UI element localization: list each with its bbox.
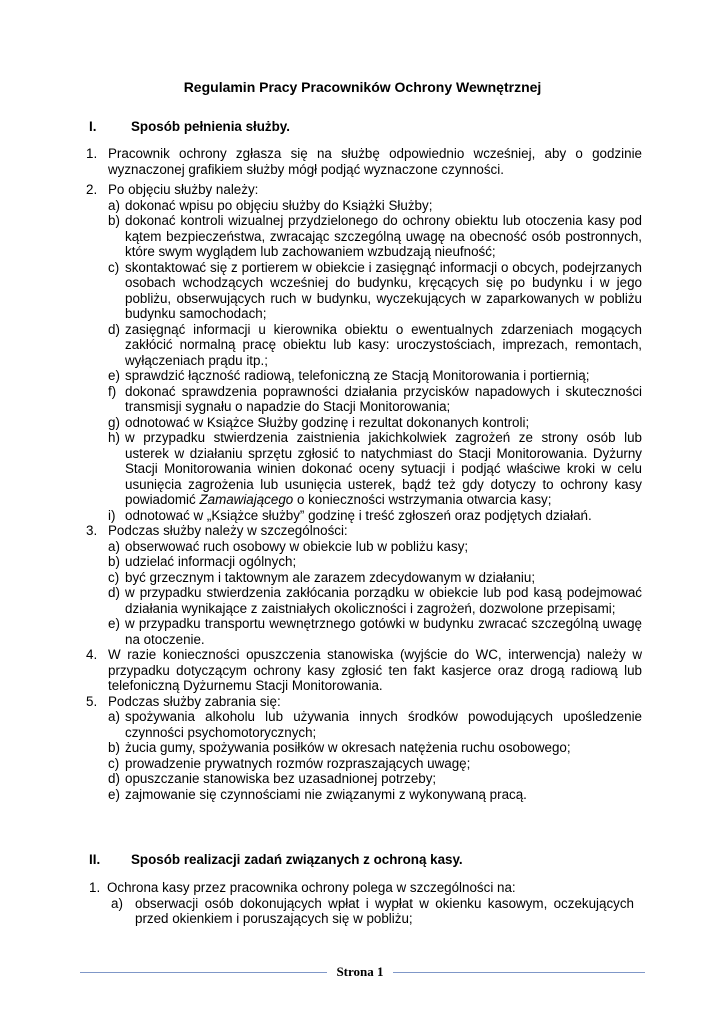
- sub-item-text: obserwacji osób dokonujących wpłat i wypłat w okienku kasowym, oczekujących przed okienkiem i poruszających się w pobliżu;: [135, 895, 634, 926]
- list-item: [89, 880, 634, 896]
- sub-item-text: prowadzenie prywatnych rozmów rozpraszających uwagę;: [125, 755, 471, 771]
- sub-item: [89, 896, 634, 927]
- sub-item-marker: a): [111, 895, 123, 911]
- item-number: 1.: [89, 880, 101, 895]
- sub-item-text: [125, 430, 642, 508]
- sub-item-marker: b): [108, 554, 120, 569]
- sub-item-text: obserwować ruch osobowy w obiekcie lub w pobliżu kasy;: [125, 538, 469, 554]
- list-item: [86, 694, 642, 710]
- item-text: Podczas służby należy w szczególności:: [108, 523, 348, 538]
- section-2-list: [89, 880, 634, 927]
- item-text: Po objęciu służby należy:: [108, 182, 259, 197]
- sub-item: [86, 415, 642, 431]
- sub-item: [86, 368, 642, 384]
- sub-item: [86, 198, 642, 214]
- sub-item-marker: b): [108, 740, 120, 755]
- sub-item-text-part: o konieczności wstrzymania otwarcia kasy;: [293, 492, 552, 507]
- item-number: 1.: [86, 146, 98, 161]
- sub-item-marker: f): [108, 383, 117, 399]
- sub-item: [86, 508, 642, 524]
- sub-item-marker: e): [108, 368, 120, 383]
- sub-item-marker: a): [108, 538, 120, 554]
- page-number: Strona 1: [336, 964, 384, 979]
- sub-item-marker: c): [108, 569, 120, 585]
- sub-item-text: opuszczanie stanowiska bez uzasadnionej potrzeby;: [125, 771, 437, 786]
- sub-item: [86, 756, 642, 772]
- sub-item: [86, 787, 642, 803]
- section-2-number: II.: [89, 852, 101, 867]
- sub-item-text: udzielać informacji ogólnych;: [125, 554, 297, 569]
- sub-item-text: odnotować w „Książce służby” godzinę i treść zgłoszeń oraz podjętych działań.: [125, 507, 592, 523]
- sub-item-text: spożywania alkoholu lub używania innych środków powodujących upośledzenie czynności psychomotorycznych;: [125, 709, 642, 740]
- sub-item-marker: g): [108, 414, 120, 430]
- sub-item: [86, 430, 642, 508]
- item-number: 4.: [86, 647, 98, 662]
- sub-item-text: w przypadku stwierdzenia zakłócania porządku w obiekcie lub pod kasą podejmować działania wynikające z zaistniałych okoliczności i zagrożeń, dozwolone przepisami;: [125, 585, 642, 616]
- sub-item-text: w przypadku transportu wewnętrznego gotówki w budynku zwracać szczególną uwagę na otoczenie.: [125, 616, 642, 647]
- item-text: Pracownik ochrony zgłasza się na służbę odpowiednio wcześniej, aby o godzinie wyznaczonej grafikiem służby mógł podjąć wyznaczone czynności.: [108, 146, 642, 177]
- sub-item-text: dokonać kontroli wizualnej przydzielonego do ochrony obiektu lub otoczenia kasy pod kątem bezpieczeństwa, zwracając szczególną uwagę na obecność osób postronnych, które swym wyglądem lub zachowaniem wzbudzają nieufność;: [125, 213, 642, 259]
- sub-item: [86, 570, 642, 586]
- section-2-title: Sposób realizacji zadań związanych z ochroną kasy.: [131, 852, 463, 867]
- footer-rule-right: [393, 972, 645, 973]
- sub-item-marker: d): [108, 321, 120, 337]
- sub-item-marker: c): [108, 259, 120, 275]
- item-number: 2.: [86, 182, 98, 197]
- sub-item: [86, 322, 642, 369]
- sub-item-text: skontaktować się z portierem w obiekcie i zasięgnąć informacji o obcych, podejrzanych osobach wchodzących wcześniej do budynku, kręcących się po budynku i w jego pobliżu, obserwujących ruch w budynku, wyczekujących w zaparkowanych w pobliżu budynku samochodach;: [125, 259, 642, 321]
- sub-item-marker: c): [108, 755, 120, 771]
- sub-item-text-part: w przypadku stwierdzenia zaistnienia jakichkolwiek zagrożeń ze strony osób lub usterek w działaniu sprzętu zgłosić to natychmiast do Stacji Monitorowania. Dyżurny Stacji Monitorowania winien dokonać oceny sytuacji i podjąć właściwe kroki w celu usunięcia zagrożenia lub usunięcia usterek, bądź też gdy dotyczy to ochrony kasy powiadomić: [125, 430, 642, 507]
- sub-item-marker: a): [108, 709, 120, 724]
- sub-item: [86, 539, 642, 555]
- sub-item-text: odnotować w Książce Służby godzinę i rezultat dokonanych kontroli;: [125, 414, 530, 430]
- sub-item-text: dokonać sprawdzenia poprawności działania przycisków napadowych i skuteczności transmisji sygnału o napadzie do Stacji Monitorowania;: [125, 383, 642, 414]
- section-1-title: Sposób pełnienia służby.: [131, 119, 290, 134]
- item-number: 5.: [86, 693, 98, 709]
- sub-item-marker: a): [108, 197, 120, 213]
- sub-item: [86, 554, 642, 570]
- sub-item: [86, 585, 642, 616]
- list-item: [86, 146, 642, 177]
- sub-item: [86, 260, 642, 322]
- sub-item-text: dokonać wpisu po objęciu służby do Książki Służby;: [125, 197, 433, 213]
- sub-item: [86, 213, 642, 260]
- section-1-list: [86, 146, 642, 802]
- item-text: Ochrona kasy przez pracownika ochrony polega w szczególności na:: [107, 880, 516, 895]
- sub-item-marker: e): [108, 616, 120, 631]
- sub-item: [86, 616, 642, 647]
- list-item: [86, 647, 642, 694]
- sub-item-text: zajmowanie się czynnościami nie związanymi z wykonywaną pracą.: [125, 786, 527, 802]
- sub-item: [86, 384, 642, 415]
- sub-item-marker: i): [108, 507, 116, 523]
- sub-item-marker: b): [108, 213, 120, 228]
- sub-item-marker: d): [108, 585, 120, 600]
- document-title: Regulamin Pracy Pracowników Ochrony Wewnętrznej: [183, 79, 542, 95]
- sub-item: [86, 709, 642, 740]
- page-footer: [80, 964, 645, 980]
- section-1-number: I.: [89, 119, 97, 134]
- list-item: [86, 523, 642, 539]
- sub-item-text: sprawdzić łączność radiową, telefoniczną ze Stacją Monitorowania i portiernią;: [125, 368, 590, 383]
- item-number: 3.: [86, 523, 98, 538]
- list-item: [86, 182, 642, 198]
- sub-item-text: zasięgnąć informacji u kierownika obiektu o ewentualnych zdarzeniach mogących zakłócić normalną pracę obiektu lub kasy: uroczystościach, imprezach, remontach, wyłączeniach prądu itp.;: [125, 321, 642, 368]
- item-text: Podczas służby zabrania się:: [108, 693, 281, 709]
- sub-item-text: być grzecznym i taktownym ale zarazem zdecydowanym w działaniu;: [125, 569, 536, 585]
- sub-item: [86, 771, 642, 787]
- sub-item-marker: d): [108, 771, 120, 786]
- item-text: W razie konieczności opuszczenia stanowiska (wyjście do WC, interwencja) należy w przypadku dotyczącym ochrony kasy zgłosić ten fakt kasjerce oraz drogą radiową lub telefoniczną Dyżurnemu Stacji Monitorowania.: [108, 647, 642, 693]
- footer-rule-left: [80, 972, 327, 973]
- sub-item-text: żucia gumy, spożywania posiłków w okresach natężenia ruchu osobowego;: [125, 740, 571, 755]
- sub-item-text-italic: Zamawiającego: [199, 492, 294, 507]
- sub-item: [86, 740, 642, 756]
- sub-item-marker: e): [108, 786, 120, 802]
- sub-item-marker: h): [108, 430, 120, 445]
